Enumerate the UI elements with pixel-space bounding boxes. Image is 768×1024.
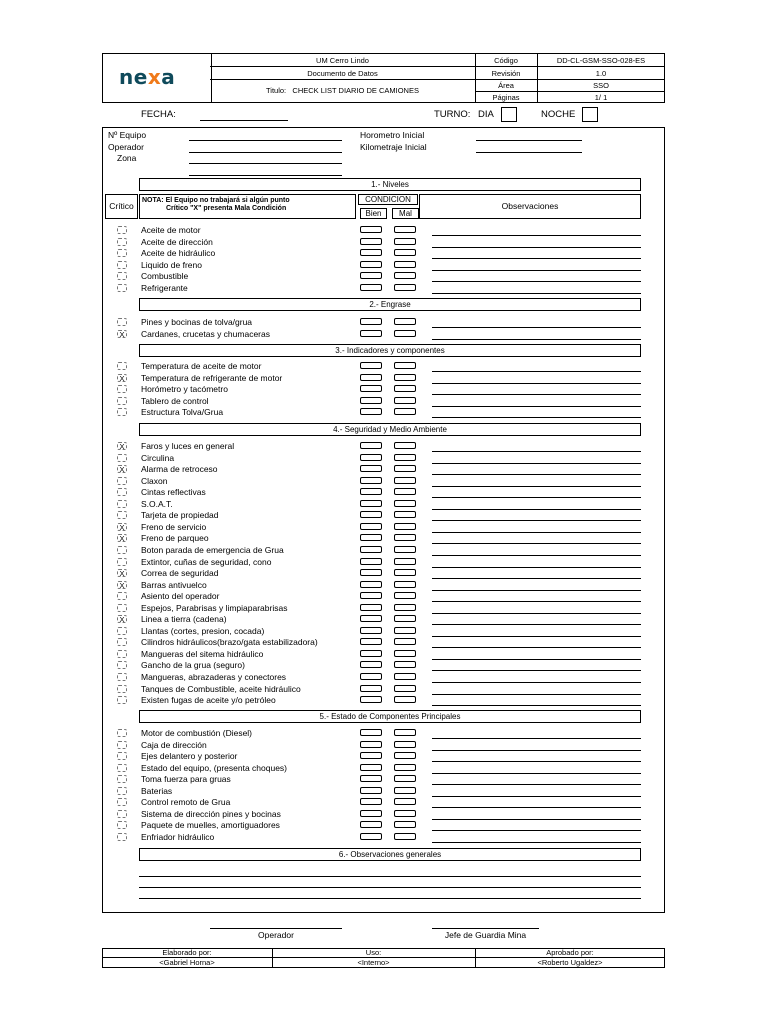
bien-checkbox[interactable]: [360, 238, 382, 245]
section-title: 2.- Engrase: [139, 298, 641, 311]
bien-checkbox[interactable]: [360, 673, 382, 680]
bien-checkbox[interactable]: [360, 604, 382, 611]
codigo-value: DD-CL-GSM-SSO-028-ES: [556, 56, 646, 65]
mal-checkbox[interactable]: [394, 318, 416, 325]
horometro-field[interactable]: [476, 140, 582, 141]
bien-checkbox[interactable]: [360, 833, 382, 840]
mal-checkbox[interactable]: [394, 385, 416, 392]
critical-marker: [117, 385, 127, 393]
checklist-item-label: Toma fuerza para gruas: [141, 774, 231, 785]
title-label: Titulo:: [266, 86, 287, 95]
critical-marker: [117, 821, 127, 829]
revision-value: 1.0: [595, 69, 607, 78]
bien-checkbox[interactable]: [360, 318, 382, 325]
mal-checkbox[interactable]: [394, 592, 416, 599]
bien-checkbox[interactable]: [360, 261, 382, 268]
mal-checkbox[interactable]: [394, 604, 416, 611]
observation-line[interactable]: [432, 738, 641, 739]
mal-checkbox[interactable]: [394, 511, 416, 518]
mal-checkbox[interactable]: [394, 638, 416, 645]
critical-marker: [117, 454, 127, 462]
zona-field[interactable]: [189, 163, 342, 164]
operador-field[interactable]: [189, 152, 342, 153]
observation-line[interactable]: [432, 773, 641, 774]
observation-line[interactable]: [432, 830, 641, 831]
bien-checkbox[interactable]: [360, 454, 382, 461]
mal-checkbox[interactable]: [394, 696, 416, 703]
bien-checkbox[interactable]: [360, 821, 382, 828]
checklist-item-label: Refrigerante: [141, 282, 188, 293]
critical-marker: X: [117, 615, 127, 623]
mal-checkbox[interactable]: [394, 729, 416, 736]
checklist-item-label: Asiento del operador: [141, 591, 220, 602]
mal-checkbox[interactable]: [394, 741, 416, 748]
equipo-field[interactable]: [189, 140, 342, 141]
bien-checkbox[interactable]: [360, 397, 382, 404]
mal-checkbox[interactable]: [394, 764, 416, 771]
bien-checkbox[interactable]: [360, 523, 382, 530]
observation-line[interactable]: [432, 682, 641, 683]
critical-marker: X: [117, 442, 127, 450]
section-title: 6.- Observaciones generales: [139, 848, 641, 861]
checklist-item-label: Tarjeta de propiedad: [141, 510, 219, 521]
general-obs-line[interactable]: [139, 876, 641, 877]
aprobado-value: <Roberto Ugaldez>: [537, 958, 603, 967]
mal-checkbox[interactable]: [394, 397, 416, 404]
critical-marker: [117, 833, 127, 841]
mal-checkbox[interactable]: [394, 752, 416, 759]
critical-marker: [117, 249, 127, 257]
checklist-item-label: Mangueras, abrazaderas y conectores: [141, 672, 287, 682]
observation-line[interactable]: [432, 694, 641, 695]
mal-checkbox[interactable]: [394, 798, 416, 805]
doc-type: Documento de Datos: [307, 69, 378, 78]
checklist-item-label: Circulina: [141, 452, 175, 463]
observation-line[interactable]: [432, 784, 641, 785]
equipo-label: Nº Equipo: [108, 130, 147, 140]
checklist-item-label: Mangueras del sitema hidráulico: [141, 648, 264, 659]
critical-marker: [117, 500, 127, 508]
critical-marker: [117, 752, 127, 760]
mal-checkbox[interactable]: [394, 408, 416, 415]
bien-checkbox[interactable]: [360, 741, 382, 748]
bien-checkbox[interactable]: [360, 558, 382, 565]
checklist-item-label: Llantas (cortes, presion, cocada): [141, 625, 265, 636]
observation-line[interactable]: [432, 339, 641, 340]
mal-checkbox[interactable]: [394, 284, 416, 291]
observation-line[interactable]: [432, 394, 641, 395]
area-value: SSO: [593, 81, 609, 90]
critical-marker: [117, 261, 127, 269]
bien-checkbox[interactable]: [360, 685, 382, 692]
checklist-item-label: Aceite de motor: [141, 225, 201, 235]
bien-checkbox[interactable]: [360, 511, 382, 518]
zona-field-2[interactable]: [189, 175, 342, 176]
mal-checkbox[interactable]: [394, 661, 416, 668]
operador-label: Operador: [108, 142, 144, 152]
bien-checkbox[interactable]: [360, 661, 382, 668]
critical-marker: [117, 787, 127, 795]
bien-checkbox[interactable]: [360, 249, 382, 256]
critical-marker: [117, 397, 127, 405]
bien-checkbox[interactable]: [360, 615, 382, 622]
critical-marker: [117, 729, 127, 737]
bien-checkbox[interactable]: [360, 729, 382, 736]
observation-line[interactable]: [432, 406, 641, 407]
checklist-item-label: Tanques de Combustible, aceite hidráulico: [141, 683, 301, 694]
checklist-item-label: Sistema de dirección pines y bocinas: [141, 808, 281, 819]
critical-marker: [117, 650, 127, 658]
mal-checkbox[interactable]: [394, 488, 416, 495]
observaciones-header: Observaciones: [419, 194, 641, 219]
revision-label: Revisión: [491, 69, 521, 78]
codigo-label: Código: [494, 56, 518, 65]
horometro-label: Horometro Inicial: [360, 130, 425, 140]
checklist-item-label: Enfriador hidráulico: [141, 831, 215, 842]
critical-marker: [117, 673, 127, 681]
mal-checkbox[interactable]: [394, 261, 416, 268]
mal-checkbox[interactable]: [394, 546, 416, 553]
aprobado-label: Aprobado por:: [546, 948, 594, 957]
checklist-item-label: Temperatura de refrigerante de motor: [141, 372, 283, 383]
bien-checkbox[interactable]: [360, 569, 382, 576]
critical-marker: [117, 284, 127, 292]
checklist-item-label: Paquete de muelles, amortiguadores: [141, 820, 280, 831]
checklist-item-label: Estructura Tolva/Grua: [141, 407, 224, 418]
mal-checkbox[interactable]: [394, 534, 416, 541]
unit-name: UM Cerro Lindo: [316, 56, 369, 65]
observation-line[interactable]: [432, 659, 641, 660]
kilometraje-field[interactable]: [476, 152, 582, 153]
mal-checkbox[interactable]: [394, 581, 416, 588]
observation-line[interactable]: [432, 509, 641, 510]
title-value: CHECK LIST DIARIO DE CAMIONES: [292, 86, 419, 95]
observation-line[interactable]: [432, 497, 641, 498]
checklist-item-label: Correa de seguridad: [141, 568, 219, 579]
checklist-item-label: Barras antivuelco: [141, 579, 207, 590]
mal-checkbox[interactable]: [394, 374, 416, 381]
mal-checkbox[interactable]: [394, 272, 416, 279]
mal-checkbox[interactable]: [394, 362, 416, 369]
mal-checkbox[interactable]: [394, 821, 416, 828]
bien-checkbox[interactable]: [360, 696, 382, 703]
observation-line[interactable]: [432, 486, 641, 487]
critical-marker: [117, 318, 127, 326]
checklist-item-label: Boton parada de emergencia de Grua: [141, 544, 284, 555]
checklist-item-label: Estado del equipo, (presenta choques): [141, 762, 288, 773]
section-title: 4.- Seguridad y Medio Ambiente: [139, 423, 641, 436]
nota-box: [139, 194, 356, 219]
section-title: 5.- Estado de Componentes Principales: [139, 710, 641, 723]
observation-line[interactable]: [432, 613, 641, 614]
mal-checkbox[interactable]: [394, 787, 416, 794]
turno-label: TURNO:: [434, 109, 471, 120]
observation-line[interactable]: [432, 463, 641, 464]
observation-line[interactable]: [432, 567, 641, 568]
observation-line[interactable]: [432, 761, 641, 762]
mal-checkbox[interactable]: [394, 833, 416, 840]
bien-checkbox[interactable]: [360, 764, 382, 771]
bien-checkbox[interactable]: [360, 627, 382, 634]
critical-marker: [117, 546, 127, 554]
checklist-item-label: Aceite de dirección: [141, 236, 213, 247]
observation-line[interactable]: [432, 543, 641, 544]
observation-line[interactable]: [432, 474, 641, 475]
dia-checkbox[interactable]: [501, 107, 517, 122]
critical-marker: [117, 627, 127, 635]
observation-line[interactable]: [432, 327, 641, 328]
mal-checkbox[interactable]: [394, 465, 416, 472]
section-title: 1.- Niveles: [139, 178, 641, 191]
bien-checkbox[interactable]: [360, 465, 382, 472]
noche-checkbox[interactable]: [582, 107, 598, 122]
mal-checkbox[interactable]: [394, 627, 416, 634]
mal-checkbox[interactable]: [394, 454, 416, 461]
observation-line[interactable]: [432, 520, 641, 521]
checklist-item-label: Espejos, Parabrisas y limpiaparabrisas: [141, 602, 288, 613]
logo-text-a: ne: [119, 65, 148, 89]
checklist-item-label: Liquido de freno: [141, 259, 202, 270]
checklist-item-label: Extintor, cuñas de seguridad, cono: [141, 556, 272, 567]
observation-line[interactable]: [432, 750, 641, 751]
observation-line[interactable]: [432, 647, 641, 648]
checklist-item-label: Alarma de retroceso: [141, 464, 218, 475]
critical-marker: [117, 741, 127, 749]
bien-checkbox[interactable]: [360, 385, 382, 392]
nota-line-2: Crítico "X" presenta Mala Condición: [166, 205, 287, 212]
checklist-item-label: Combustible: [141, 271, 189, 282]
logo-text-b: a: [161, 65, 176, 89]
checklist-item-label: Motor de combustión (Diesel): [141, 728, 253, 738]
observation-line[interactable]: [432, 819, 641, 820]
mal-checkbox[interactable]: [394, 249, 416, 256]
checklist-item-label: Temperatura de aceite de motor: [141, 361, 262, 371]
critico-header: Crítico: [105, 194, 138, 219]
mal-header: Mal: [392, 208, 419, 219]
critical-marker: [117, 477, 127, 485]
observation-line[interactable]: [432, 555, 641, 556]
critical-marker: X: [117, 534, 127, 542]
critical-marker: [117, 798, 127, 806]
mal-checkbox[interactable]: [394, 226, 416, 233]
checklist-item-label: Cardanes, crucetas y chumaceras: [141, 328, 270, 339]
operador-signature-line[interactable]: [210, 928, 342, 929]
observation-line[interactable]: [432, 636, 641, 637]
fecha-label: FECHA:: [141, 109, 176, 120]
mal-checkbox[interactable]: [394, 238, 416, 245]
critical-marker: [117, 511, 127, 519]
observation-line[interactable]: [432, 258, 641, 259]
observation-line[interactable]: [432, 247, 641, 248]
checklist-item-label: Aceite de hidráulico: [141, 248, 216, 259]
critical-marker: [117, 764, 127, 772]
critical-marker: [117, 272, 127, 280]
dia-label: DIA: [478, 109, 494, 120]
bien-checkbox[interactable]: [360, 226, 382, 233]
area-label: Área: [498, 81, 514, 90]
checklist-item-label: Existen fugas de aceite y/o petróleo: [141, 695, 276, 706]
critical-marker: X: [117, 374, 127, 382]
checklist-item-label: Pines y bocinas de tolva/grua: [141, 317, 253, 327]
paginas-value: 1/ 1: [594, 93, 608, 102]
observation-line[interactable]: [432, 235, 641, 236]
checklist-item-label: Horómetro y tacómetro: [141, 384, 228, 395]
mal-checkbox[interactable]: [394, 500, 416, 507]
jefe-signature-line[interactable]: [432, 928, 539, 929]
mal-checkbox[interactable]: [394, 442, 416, 449]
critical-marker: [117, 408, 127, 416]
bien-checkbox[interactable]: [360, 272, 382, 279]
critical-marker: [117, 592, 127, 600]
bien-checkbox[interactable]: [360, 581, 382, 588]
mal-checkbox[interactable]: [394, 569, 416, 576]
fecha-field[interactable]: [200, 120, 288, 121]
mal-checkbox[interactable]: [394, 477, 416, 484]
checklist-item-label: Freno de parqueo: [141, 533, 209, 544]
bien-checkbox[interactable]: [360, 798, 382, 805]
doc-title: [210, 85, 475, 96]
observation-line[interactable]: [432, 417, 641, 418]
bien-checkbox[interactable]: [360, 752, 382, 759]
observation-line[interactable]: [432, 578, 641, 579]
observation-line[interactable]: [432, 705, 641, 706]
mal-checkbox[interactable]: [394, 523, 416, 530]
noche-label: NOCHE: [541, 109, 576, 120]
checklist-item-label: Cintas reflectivas: [141, 487, 206, 498]
critical-marker: X: [117, 569, 127, 577]
observation-line[interactable]: [432, 293, 641, 294]
mal-checkbox[interactable]: [394, 558, 416, 565]
bien-header: Bien: [360, 208, 387, 219]
bien-checkbox[interactable]: [360, 374, 382, 381]
checklist-item-label: Freno de servicio: [141, 521, 207, 532]
condicion-header: CONDICION: [358, 194, 418, 205]
jefe-signature-label: Jefe de Guardia Mina: [444, 930, 527, 940]
checklist-item-label: Ejes delantero y posterior: [141, 751, 238, 762]
checklist-item-label: Claxon: [141, 475, 168, 486]
operador-signature-label: Operador: [258, 930, 294, 940]
elaborado-label: Elaborado por:: [162, 948, 212, 957]
critical-marker: [117, 362, 127, 370]
critical-marker: [117, 775, 127, 783]
critical-marker: [117, 696, 127, 704]
critical-marker: [117, 661, 127, 669]
zona-label: Zona: [117, 153, 137, 163]
critical-marker: [117, 488, 127, 496]
checklist-item-label: Baterias: [141, 785, 173, 796]
bien-checkbox[interactable]: [360, 592, 382, 599]
section-title: 3.- Indicadores y componentes: [139, 344, 641, 357]
observation-line[interactable]: [432, 590, 641, 591]
bien-checkbox[interactable]: [360, 638, 382, 645]
mal-checkbox[interactable]: [394, 775, 416, 782]
critical-marker: X: [117, 523, 127, 531]
critical-marker: [117, 558, 127, 566]
uso-label: Uso:: [365, 948, 382, 957]
observation-line[interactable]: [432, 281, 641, 282]
mal-checkbox[interactable]: [394, 673, 416, 680]
elaborado-value: <Gabriel Horna>: [159, 958, 215, 967]
observation-line[interactable]: [432, 532, 641, 533]
mal-checkbox[interactable]: [394, 685, 416, 692]
critical-marker: [117, 238, 127, 246]
bien-checkbox[interactable]: [360, 534, 382, 541]
observation-line[interactable]: [432, 270, 641, 271]
checklist-item-label: Control remoto de Grua: [141, 797, 231, 808]
observation-line[interactable]: [432, 624, 641, 625]
checklist-item-label: S.O.A.T.: [141, 498, 173, 509]
bien-checkbox[interactable]: [360, 500, 382, 507]
observation-line[interactable]: [432, 383, 641, 384]
critical-marker: [117, 685, 127, 693]
bien-checkbox[interactable]: [360, 408, 382, 415]
nexa-logo: [119, 65, 175, 89]
logo-text-x: x: [147, 65, 162, 89]
critical-marker: [117, 810, 127, 818]
checklist-item-label: Linea a tierra (cadena): [141, 614, 227, 625]
bien-checkbox[interactable]: [360, 442, 382, 449]
general-obs-line[interactable]: [139, 887, 641, 888]
observation-line[interactable]: [432, 601, 641, 602]
checklist-item-label: Tablero de control: [141, 395, 209, 406]
observation-line[interactable]: [432, 842, 641, 843]
critical-marker: X: [117, 581, 127, 589]
mal-checkbox[interactable]: [394, 615, 416, 622]
checklist-item-label: Cilindros hidráulicos(brazo/gata estabilizadora): [141, 637, 318, 648]
bien-checkbox[interactable]: [360, 362, 382, 369]
checklist-item-label: Gancho de la grua (seguro): [141, 660, 245, 671]
uso-value: <Interno>: [357, 958, 390, 967]
critical-marker: [117, 604, 127, 612]
general-obs-line[interactable]: [139, 898, 641, 899]
observation-line[interactable]: [432, 371, 641, 372]
observation-line[interactable]: [432, 807, 641, 808]
logo-cell: [103, 54, 212, 102]
critical-marker: [117, 638, 127, 646]
bien-checkbox[interactable]: [360, 775, 382, 782]
bien-checkbox[interactable]: [360, 546, 382, 553]
bien-checkbox[interactable]: [360, 477, 382, 484]
bien-checkbox[interactable]: [360, 787, 382, 794]
critical-marker: X: [117, 465, 127, 473]
observation-line[interactable]: [432, 451, 641, 452]
bien-checkbox[interactable]: [360, 810, 382, 817]
nota-line-1: NOTA: El Equipo no trabajará si algún punto: [142, 197, 290, 204]
observation-line[interactable]: [432, 796, 641, 797]
bien-checkbox[interactable]: [360, 284, 382, 291]
critical-marker: X: [117, 330, 127, 338]
bien-checkbox[interactable]: [360, 488, 382, 495]
bien-checkbox[interactable]: [360, 650, 382, 657]
paginas-label: Páginas: [492, 93, 520, 102]
mal-checkbox[interactable]: [394, 330, 416, 337]
mal-checkbox[interactable]: [394, 810, 416, 817]
bien-checkbox[interactable]: [360, 330, 382, 337]
checklist-item-label: Faros y luces en general: [141, 441, 235, 451]
observation-line[interactable]: [432, 670, 641, 671]
checklist-item-label: Caja de dirección: [141, 739, 207, 750]
kilometraje-label: Kilometraje Inicial: [360, 142, 427, 152]
mal-checkbox[interactable]: [394, 650, 416, 657]
critical-marker: [117, 226, 127, 234]
